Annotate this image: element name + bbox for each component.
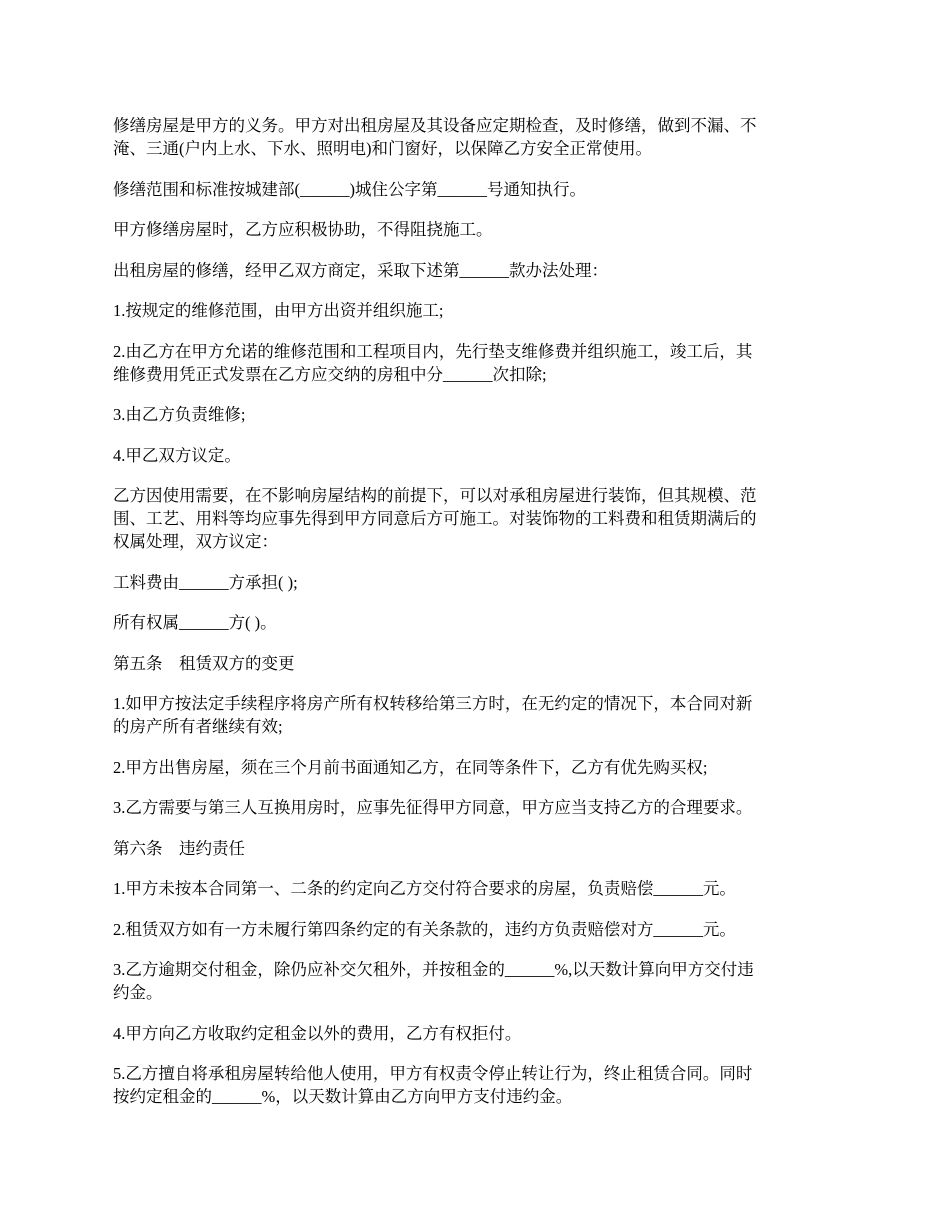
paragraph (113, 1062, 843, 1108)
paragraph (113, 611, 843, 634)
text-line: 乙方因使用需要，在不影响房屋结构的前提下，可以对承租房屋进行装饰，但其规模、范 (113, 486, 757, 505)
text-line: 4.甲方向乙方收取约定租金以外的费用，乙方有权拒付。 (113, 1023, 522, 1043)
text-line: 第五条 租赁双方的变更 (113, 653, 295, 673)
paragraph (113, 484, 843, 553)
paragraph (113, 652, 843, 675)
text-line: 2.甲方出售房屋，须在三个月前书面通知乙方，在同等条件下，乙方有优先购买权; (113, 757, 708, 777)
text-line: 1.如甲方按法定手续程序将房产所有权转移给第三方时，在无约定的情况下，本合同对新 (113, 694, 753, 713)
text-line: 的房产所有者继续有效; (113, 717, 283, 736)
text-line: 约金。 (113, 983, 163, 1002)
paragraph (113, 571, 843, 594)
paragraph (113, 114, 843, 160)
paragraph (113, 340, 843, 386)
paragraph (113, 299, 843, 322)
text-line: 围、工艺、用料等均应事先得到甲方同意后方可施工。对装饰物的工料费和租赁期满后的 (113, 509, 757, 528)
text-line: 工料费由______方承担( ); (113, 572, 298, 592)
paragraph (113, 837, 843, 860)
text-line: 出租房屋的修缮，经甲乙双方商定，采取下述第______款办法处理： (113, 260, 608, 280)
paragraph (113, 958, 843, 1004)
paragraph (113, 444, 843, 467)
paragraph (113, 218, 843, 241)
document-page (113, 114, 843, 1126)
paragraph (113, 692, 843, 738)
text-line: 3.由乙方负责维修; (113, 405, 246, 424)
paragraph (113, 918, 843, 941)
paragraph (113, 796, 843, 819)
text-line: 第六条 违约责任 (113, 838, 245, 858)
paragraph (113, 1022, 843, 1045)
text-line: 3.乙方逾期交付租金，除仍应补交欠租外，并按租金的______%,以天数计算向甲方交付违 (113, 960, 754, 979)
text-line: 1.按规定的维修范围，由甲方出资并组织施工; (113, 301, 444, 320)
paragraph (113, 259, 843, 282)
text-line: 5.乙方擅自将承租房屋转给他人使用，甲方有权责令停止转让行为，终止租赁合同。同时 (113, 1064, 753, 1083)
paragraph (113, 877, 843, 900)
text-line: 按约定租金的______%，以天数计算由乙方向甲方支付违约金。 (113, 1087, 573, 1106)
text-line: 1.甲方未按本合同第一、二条的约定向乙方交付符合要求的房屋，负责赔偿______元。 (113, 879, 736, 898)
text-line: 甲方修缮房屋时，乙方应积极协助，不得阻挠施工。 (113, 220, 493, 239)
text-line: 2.由乙方在甲方允诺的维修范围和工程项目内，先行垫支维修费并组织施工，竣工后，其 (113, 341, 753, 361)
paragraph (113, 178, 843, 201)
text-line: 3.乙方需要与第三人互换用房时，应事先征得甲方同意，甲方应当支持乙方的合理要求。 (113, 798, 753, 817)
paragraph (113, 756, 843, 779)
text-line: 淹、三通(户内上水、下水、照明电)和门窗好，以保障乙方安全正常使用。 (113, 139, 652, 158)
paragraph (113, 403, 843, 426)
text-line: 4.甲乙双方议定。 (113, 445, 241, 465)
text-line: 维修费用凭正式发票在乙方应交纳的房租中分______次扣除; (113, 364, 547, 384)
text-line: 修缮房屋是甲方的义务。甲方对出租房屋及其设备应定期检查，及时修缮，做到不漏、不 (113, 116, 757, 135)
text-line: 修缮范围和标准按城建部(______)城住公字第______号通知执行。 (113, 179, 586, 199)
text-line: 权属处理，双方议定： (113, 532, 278, 551)
text-line: 所有权属______方( )。 (113, 613, 277, 632)
text-line: 2.租赁双方如有一方未履行第四条约定的有关条款的，违约方负责赔偿对方______元。 (113, 919, 736, 939)
